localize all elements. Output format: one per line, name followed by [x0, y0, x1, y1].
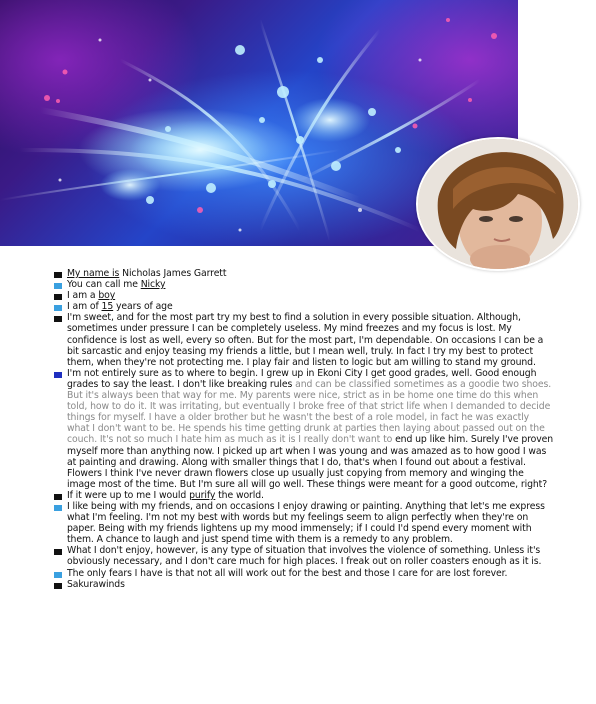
bullet-icon: [54, 272, 62, 278]
age-line: I am of 15 years of age: [67, 301, 173, 313]
list-item: [54, 568, 554, 579]
likes-paragraph: I like being with my friends, and on occasions I enjoy drawing or painting. Anything that let's me express what I'm feeling. I'm not my best with words but my feelings seem to align perfectly when they're on paper. Being with my friends lightens up my mood immensely; if I could I'd spend every moment with them. A chance to laugh and just spend time with them is a remedy to any problem.: [67, 500, 545, 546]
bullet-icon: [54, 283, 62, 289]
bullet-icon: [54, 305, 62, 311]
bullet-icon: [54, 583, 62, 589]
list-item: [54, 312, 554, 367]
nickname-line: You can call me Nicky: [67, 279, 166, 291]
list-item: [54, 268, 554, 279]
list-item: [54, 301, 554, 312]
bullet-icon: [54, 549, 62, 555]
wish-line: If it were up to me I would purify the world.: [67, 489, 264, 501]
personality-paragraph: I'm sweet, and for the most part try my best to find a solution in every possible situation. Although, sometimes under pressure I can be completely useless. My mind freezes and my focus is lost. My confidence is lost as well, every so often. But for the most part, I'm dependable. On occasions I can be a bit sarcastic and enjoy teasing my friends a little, but I mean well, truly. In fact I try my best to protect them, when they're not protecting me. I play fair and listen to logic but am willing to stand my ground.: [67, 312, 544, 368]
bullet-icon: [54, 372, 62, 378]
list-item: [54, 368, 554, 490]
avatar-frame: [416, 137, 580, 271]
bullet-icon: [54, 494, 62, 500]
list-item: [54, 545, 554, 567]
gender-line: I am a boy: [67, 290, 116, 302]
name-line: My name is Nicholas James Garrett: [67, 268, 227, 279]
list-item: [54, 579, 554, 590]
signature: Sakurawinds: [67, 578, 125, 590]
fears-paragraph: The only fears I have is that not all will work out for the best and those I care for are lost forever.: [67, 567, 508, 579]
profile-text: [54, 268, 554, 590]
history-paragraph: I'm not entirely sure as to where to begin. I grew up in Ekoni City I get good grades, well. Good enough grades to say the least. I don't like breaking rules and can be classified sometimes as a goodie two shoes. But it's always been that way for me. My parents were nice, strict as in be home one time do this when told, how to do it. It was irritating, but eventually I broke free of that strict life when I demanded to decide things for myself. I have a older brother but he wasn't the best of a role model, in fact he was exactly what I don't want to be. He spends his time getting drunk at parties then laying about passed out on the couch. It's not so much I hate him as much as it is I really don't want to end up like him. Surely I've proven myself more than anything now. I picked up art when I was young and was amazed as to how good I was at painting and drawing. Along with smaller things that I do, that's when I found out about a festival. Flowers I think I've never drawn flowers close up usually just copying from memory and winging the image most of the time. But I'm sure all will go well. These things were meant for a good outcome, right?: [67, 367, 554, 490]
avatar: [416, 137, 580, 271]
list-item: [54, 290, 554, 301]
bullet-icon: [54, 572, 62, 578]
list-item: [54, 279, 554, 290]
list-item: [54, 501, 554, 545]
list-item: [54, 490, 554, 501]
bullet-icon: [54, 316, 62, 322]
portrait-photo: [418, 139, 578, 269]
bullet-icon: [54, 505, 62, 511]
bullet-icon: [54, 294, 62, 300]
dislikes-paragraph: What I don't enjoy, however, is any type of situation that involves the violence of something. Unless it's obviously necessary, and I don't care much for high places. I freak out on roller coasters enough as it is.: [67, 545, 542, 568]
